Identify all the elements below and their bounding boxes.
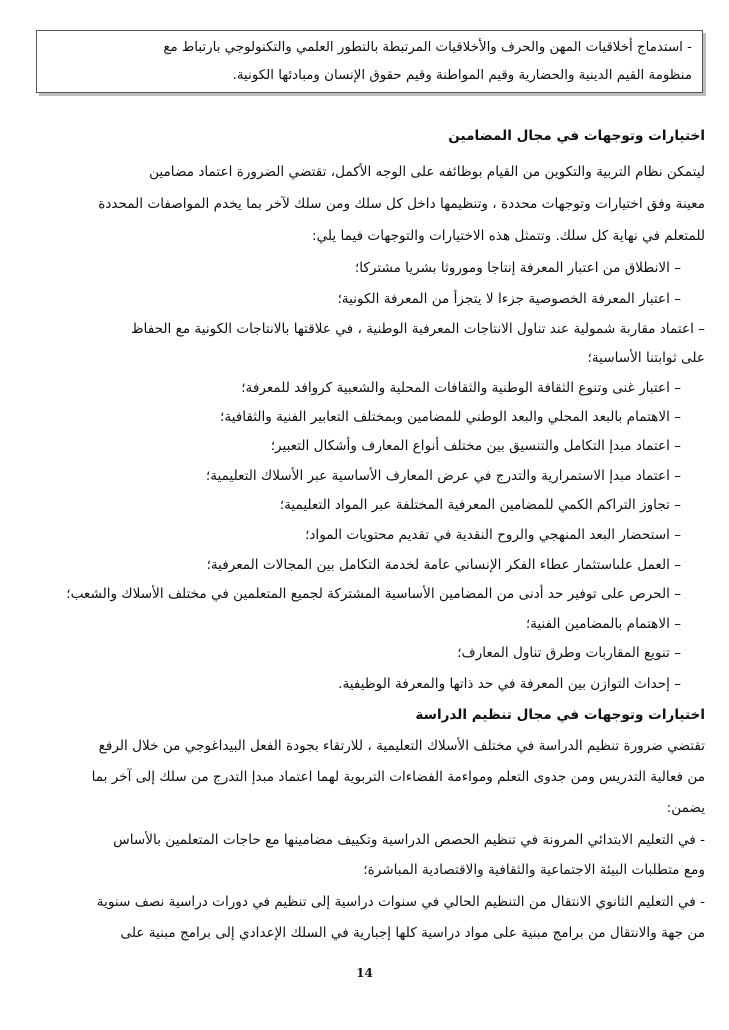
- list-item: – اعتماد مبدإ الاستمرارية والتدرج في عرض المعارف الأساسية عبر الأسلاك التعليمية؛: [205, 468, 681, 484]
- paragraph-line: من فعالية التدريس ومن جدوى التعلم ومواءمة الفضاءات التربوية لهما اعتماد مبدإ التدرج من سلك إلى آخر بما: [91, 769, 705, 785]
- paragraph-line: تقتضي ضرورة تنظيم الدراسة في مختلف الأسلاك التعليمية ، للارتقاء بجودة الفعل البيداغوجي من خلال الرفع: [98, 738, 705, 754]
- list-item: – استحضار البعد المنهجي والروح النقدية في تقديم محتويات المواد؛: [305, 527, 681, 543]
- list-item: – تنويع المقاربات وطرق تناول المعارف؛: [457, 645, 681, 661]
- paragraph-line: معينة وفق اختيارات وتوجهات محددة ، وتنظيمها داخل كل سلك ومن سلك لآخر بما يخدم المواصفات المحددة: [98, 196, 705, 212]
- paragraph-line: من جهة والانتقال من برامج مبنية على مواد دراسية كلها إجبارية في السلك الإعدادي إلى برامج مبنية على: [120, 925, 705, 941]
- list-item: – اعتبار المعرفة الخصوصية جزءا لا يتجزأ من المعرفة الكونية؛: [337, 291, 681, 307]
- paragraph-line: - في التعليم الابتدائي المرونة في تنظيم الحصص الدراسية وتكييف مضامينها مع حاجات المتعلمين بالأساس: [113, 832, 705, 848]
- page-number: 14: [356, 966, 373, 980]
- list-item: – الانطلاق من اعتبار المعرفة إنتاجا وموروثا بشريا مشتركا؛: [354, 260, 681, 276]
- list-item: – العمل علىاستثمار عطاء الفكر الإنساني عامة لخدمة التكامل بين المجالات المعرفية؛: [206, 557, 681, 573]
- list-item: – الحرص على توفير حد أدنى من المضامين الأساسية المشتركة لجميع المتعلمين في مختلف الأسلاك والشعب؛: [66, 586, 681, 602]
- paragraph-line: يضمن:: [666, 800, 705, 816]
- paragraph-line: للمتعلم في نهاية كل سلك. وتتمثل هذه الاختيارات والتوجهات فيما يلي:: [311, 228, 705, 244]
- list-item-continuation: على ثوابتنا الأساسية؛: [587, 350, 705, 366]
- section-heading: اختيارات وتوجهات في مجال المضامين: [448, 128, 705, 144]
- intro-line: منظومة القيم الدينية والحضارية وقيم المواطنة وقيم حقوق الإنسان ومبادئها الكونية.: [232, 68, 692, 83]
- list-item: – إحداث التوازن بين المعرفة في حد ذاتها والمعرفة الوظيفية.: [338, 676, 681, 692]
- list-item: – اعتماد مبدإ التكامل والتنسيق بين مختلف أنواع المعارف وأشكال التعبير؛: [270, 438, 681, 454]
- paragraph-line: - في التعليم الثانوي الانتقال من التنظيم الحالي في سنوات دراسية إلى تنظيم في دورات دراسية نصف سنوية: [96, 894, 705, 910]
- list-item: – اعتبار غنى وتنوع الثقافة الوطنية والثقافات المحلية والشعبية كروافد للمعرفة؛: [241, 380, 681, 396]
- section-heading: اختيارات وتوجهات في مجال تنظيم الدراسة: [415, 707, 705, 723]
- intro-line: - استدماج أخلاقيات المهن والحرف والأخلاقيات المرتبطة بالتطور العلمي والتكنولوجي بارتباط مع: [163, 40, 692, 55]
- paragraph-line: ليتمكن نظام التربية والتكوين من القيام بوظائفه على الوجه الأكمل، تقتضي الضرورة اعتماد مضامين: [149, 164, 705, 180]
- list-item: – تجاوز التراكم الكمي للمضامين المعرفية المختلفة عبر المواد التعليمية؛: [279, 497, 681, 513]
- list-item: – اعتماد مقاربة شمولية عند تناول الانتاجات المعرفية الوطنية ، في علاقتها بالانتاجات الكونية مع الحفاظ: [130, 321, 705, 337]
- paragraph-line: ومع متطلبات البيئة الاجتماعية والثقافية والاقتصادية المباشرة؛: [363, 862, 705, 878]
- list-item: – الاهتمام بالبعد المحلي والبعد الوطني للمضامين وبمختلف التعابير الفنية والثقافية؛: [220, 409, 681, 425]
- intro-box: [36, 30, 703, 93]
- list-item: – الاهتمام بالمضامين الفنية؛: [525, 616, 681, 632]
